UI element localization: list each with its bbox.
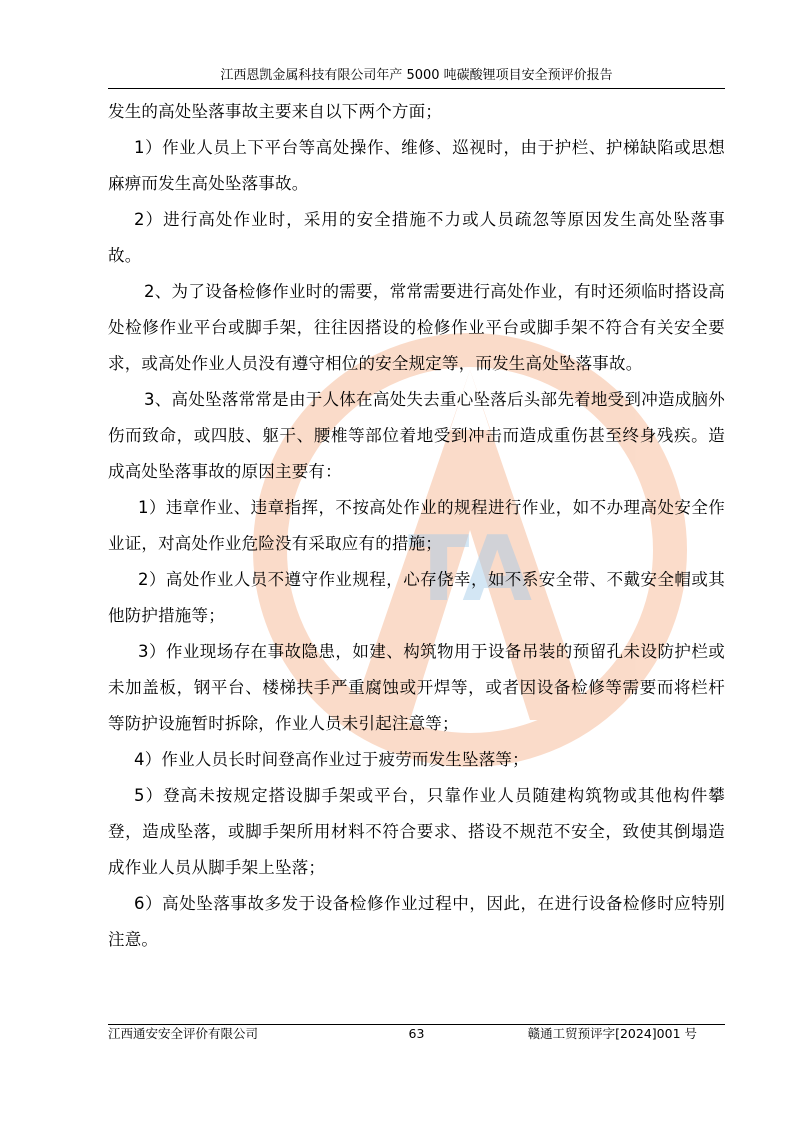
- header-title: 江西恩凯金属科技有限公司年产 5000 吨碳酸锂项目安全预评价报告: [220, 68, 613, 83]
- footer-rule: [108, 1024, 725, 1025]
- paragraph: 2）高处作业人员不遵守作业规程，心存侥幸，如不系安全带、不戴安全帽或其他防护措施等；: [108, 570, 725, 625]
- paragraph: 1）违章作业、违章指挥，不按高处作业的规程进行作业，如不办理高处安全作业证，对高处作业危险没有采取应有的措施；: [108, 498, 725, 553]
- header-rule: [108, 88, 725, 89]
- paragraph: 5）登高未按规定搭设脚手架或平台，只靠作业人员随建构筑物或其他构件攀登，造成坠落，或脚手架所用材料不符合要求、搭设不规范不安全，致使其倒塌造成作业人员从脚手架上坠落；: [108, 786, 725, 877]
- watermark-letters: TA: [407, 517, 533, 622]
- paragraph: 6）高处坠落事故多发于设备检修作业过程中，因此，在进行设备检修时应特别注意。: [108, 894, 725, 949]
- paragraph: 1）作业人员上下平台等高处操作、维修、巡视时，由于护栏、护梯缺陷或思想麻痹而发生高处坠落事故。: [108, 138, 725, 193]
- paragraph: 3、高处坠落常常是由于人体在高处失去重心坠落后头部先着地受到冲造成脑外伤而致命，或四肢、躯干、腰椎等部位着地受到冲击而造成重伤甚至终身残疾。造成高处坠落事故的原因主要有：: [108, 390, 725, 481]
- paragraph: 4）作业人员长时间登高作业过于疲劳而发生坠落等；: [134, 750, 529, 769]
- footer-company: 江西通安安全评价有限公司: [108, 1026, 259, 1041]
- footer-doc-number: 赣通工贸预评字[2024]001 号: [527, 1026, 697, 1041]
- paragraph: 2）进行高处作业时，采用的安全措施不力或人员疏忽等原因发生高处坠落事故。: [108, 210, 725, 265]
- paragraph: 3）作业现场存在事故隐患，如建、构筑物用于设备吊装的预留孔未设防护栏或未加盖板，钢平台、楼梯扶手严重腐蚀或开焊等，或者因设备检修等需要而将栏杆等防护设施暂时拆除，作业人员未引起注意等；: [108, 642, 725, 733]
- footer: [108, 1026, 725, 1044]
- page-number: 63: [408, 1026, 425, 1041]
- paragraph: 2、为了设备检修作业时的需要，常常需要进行高处作业，有时还须临时搭设高处检修作业平台或脚手架，往往因搭设的检修作业平台或脚手架不符合有关安全要求，或高处作业人员没有遵守相位的安全规定等，而发生高处坠落事故。: [108, 282, 725, 373]
- body-text: [108, 94, 725, 958]
- paragraph: 发生的高处坠落事故主要来自以下两个方面；: [108, 102, 442, 121]
